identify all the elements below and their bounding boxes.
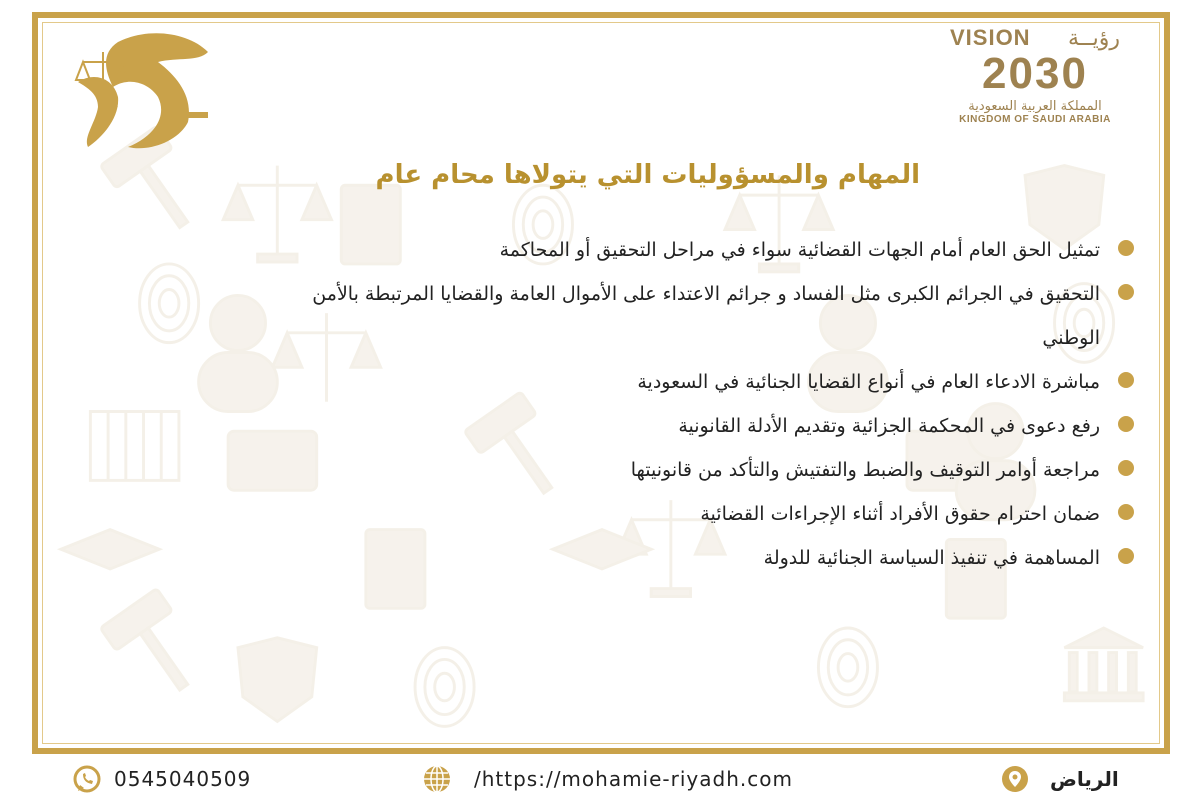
whatsapp-icon (72, 764, 102, 794)
list-item (300, 360, 1134, 404)
globe-icon (422, 764, 452, 794)
page-title: المهام والمسؤوليات التي يتولاها محام عام (375, 160, 920, 190)
list-item (300, 272, 1134, 360)
vision-label-ar: رؤيــة (1067, 25, 1120, 50)
list-item (300, 536, 1134, 580)
phone-contact[interactable] (72, 764, 251, 794)
vision-header (950, 25, 1120, 51)
list-item-text: تمثيل الحق العام أمام الجهات القضائية سواء في مراحل التحقيق أو المحاكمة (499, 239, 1100, 261)
bullet-icon (1118, 548, 1134, 564)
bullet-icon (1118, 504, 1134, 520)
bullet-icon (1118, 372, 1134, 388)
bullet-icon (1118, 240, 1134, 256)
list-item (300, 228, 1134, 272)
list-item-text: التحقيق في الجرائم الكبرى مثل الفساد و جرائم الاعتداء على الأموال العامة والقضايا المرتبطة بالأمن الوطني (312, 283, 1100, 349)
list-item-text: ضمان احترام حقوق الأفراد أثناء الإجراءات القضائية (700, 503, 1100, 525)
bullet-icon (1118, 416, 1134, 432)
list-item (300, 448, 1134, 492)
list-item-text: المساهمة في تنفيذ السياسة الجنائية للدولة (763, 547, 1100, 569)
bullet-icon (1118, 460, 1134, 476)
contact-footer (0, 760, 1200, 800)
website-link[interactable] (422, 764, 793, 794)
vision-country-en: KINGDOM OF SAUDI ARABIA (959, 114, 1111, 125)
list-item-text: رفع دعوى في المحكمة الجزائية وتقديم الأدلة القانونية (678, 415, 1100, 437)
vision-label-en: VISION (950, 25, 1031, 50)
responsibilities-list (300, 228, 1134, 580)
vision-year (950, 51, 1120, 97)
location-pin-icon (1000, 764, 1030, 794)
phone-number: 0545040509 (114, 767, 252, 791)
location-info (1000, 764, 1119, 794)
vision-country-ar: المملكة العربية السعودية (968, 99, 1102, 114)
website-url: /https://mohamie-riyadh.com (474, 767, 793, 791)
mohami-calligraphy-logo (58, 22, 218, 162)
list-item (300, 404, 1134, 448)
list-item-text: مراجعة أوامر التوقيف والضبط والتفتيش والتأكد من قانونيتها (630, 459, 1100, 481)
vision-2030-logo (950, 25, 1120, 135)
vision-year-text: 2030 (982, 49, 1088, 98)
list-item-text: مباشرة الادعاء العام في أنواع القضايا الجنائية في السعودية (637, 371, 1100, 393)
list-item (300, 492, 1134, 536)
bullet-icon (1118, 284, 1134, 300)
logo-text: محامي (136, 160, 140, 161)
location-city: الرياض (1050, 767, 1119, 791)
